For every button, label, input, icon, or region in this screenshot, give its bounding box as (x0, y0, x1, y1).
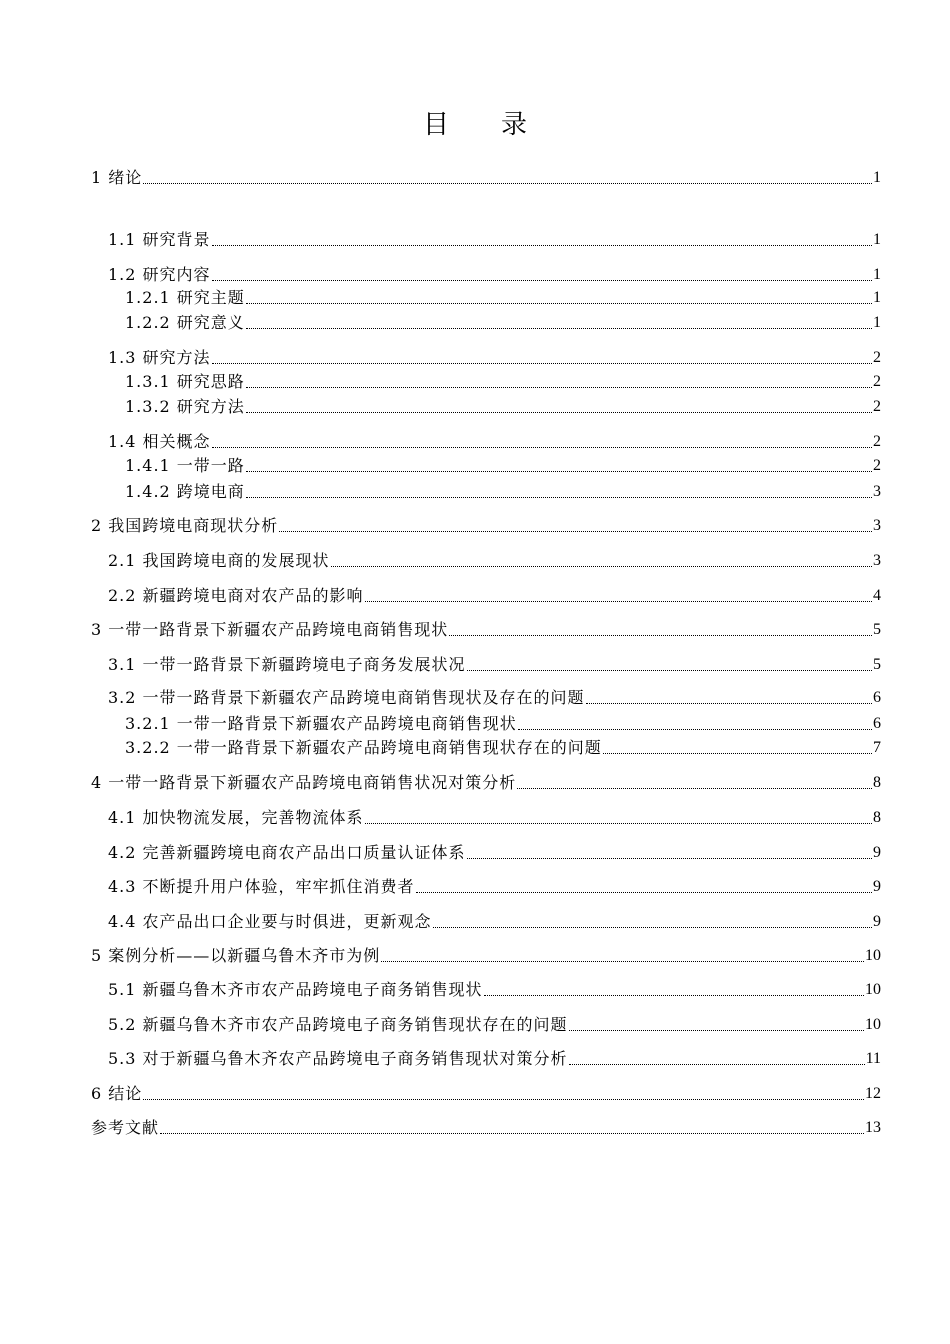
title-char-1: 目 (422, 110, 449, 140)
toc-entry-page: 2 (873, 398, 881, 415)
dot-leader (449, 634, 872, 636)
toc-entry-title: 1.3.2 研究方法 (125, 397, 245, 416)
dot-leader (246, 386, 872, 388)
toc-entry-title: 1.1 研究背景 (108, 230, 211, 249)
toc-entry-title: 4.3 不断提升用户体验，牢牢抓住消费者 (108, 877, 415, 896)
toc-entry-title: 1.2.2 研究意义 (125, 313, 245, 332)
toc-entry[interactable] (91, 738, 881, 758)
toc-entry-title: 3.1 一带一路背景下新疆跨境电子商务发展状况 (108, 655, 466, 674)
toc-entry-page: 2 (873, 349, 881, 366)
toc-entry-title: 2 我国跨境电商现状分析 (91, 516, 279, 535)
toc-entry-title: 1.2 研究内容 (108, 265, 211, 284)
toc-entry-page: 1 (873, 266, 881, 283)
toc-entry-title: 5.2 新疆乌鲁木齐市农产品跨境电子商务销售现状存在的问题 (108, 1015, 568, 1034)
toc-entry[interactable] (91, 586, 881, 606)
toc-entry[interactable] (91, 482, 881, 502)
title-char-2: 录 (501, 110, 528, 140)
toc-entry-title: 2.1 我国跨境电商的发展现状 (108, 551, 330, 570)
toc-entry-page: 11 (865, 1050, 881, 1067)
toc-entry[interactable] (91, 1015, 881, 1035)
toc-entry-title: 5.1 新疆乌鲁木齐市农产品跨境电子商务销售现状 (108, 980, 483, 999)
toc-entry[interactable] (91, 773, 881, 793)
dot-leader (484, 994, 864, 996)
toc-entry-page: 1 (873, 289, 881, 306)
toc-entry-title: 4.1 加快物流发展，完善物流体系 (108, 808, 364, 827)
toc-entry[interactable] (91, 397, 881, 417)
toc-entry-page: 13 (865, 1119, 881, 1136)
toc-entry-title: 1 绪论 (91, 168, 143, 187)
toc-entry-page: 2 (873, 457, 881, 474)
toc-entry[interactable] (91, 980, 881, 1000)
dot-leader (365, 822, 872, 824)
toc-entry[interactable] (91, 1118, 881, 1138)
toc-entry-title: 1.4.2 跨境电商 (125, 482, 245, 501)
toc-entry-page: 9 (873, 844, 881, 861)
toc-entry[interactable] (91, 372, 881, 392)
toc-entry-page: 9 (873, 913, 881, 930)
toc-entry-title: 2.2 新疆跨境电商对农产品的影响 (108, 586, 364, 605)
dot-leader (279, 530, 872, 532)
dot-leader (212, 279, 872, 281)
dot-leader (331, 565, 872, 567)
dot-leader (603, 752, 872, 754)
toc-entry-page: 9 (873, 878, 881, 895)
dot-leader (416, 891, 872, 893)
dot-leader (365, 600, 872, 602)
toc-entry-title: 1.2.1 研究主题 (125, 288, 245, 307)
toc-entry[interactable] (91, 1049, 881, 1069)
dot-leader (467, 857, 872, 859)
toc-entry[interactable] (91, 843, 881, 863)
toc-entry-title: 参考文献 (91, 1118, 160, 1137)
toc-entry-page: 5 (873, 656, 881, 673)
dot-leader (212, 244, 872, 246)
toc-entry[interactable] (91, 288, 881, 308)
toc-entry[interactable] (91, 432, 881, 452)
toc-entry-page: 2 (873, 373, 881, 390)
toc-entry[interactable] (91, 655, 881, 675)
toc-entry-title: 1.4.1 一带一路 (125, 456, 245, 475)
toc-entry-page: 3 (873, 552, 881, 569)
toc-entry-page: 8 (873, 774, 881, 791)
toc-entry-title: 4.4 农产品出口企业要与时俱进，更新观念 (108, 912, 432, 931)
toc-entry[interactable] (91, 808, 881, 828)
dot-leader (246, 411, 872, 413)
dot-leader (433, 926, 872, 928)
toc-entry-title: 4.2 完善新疆跨境电商农产品出口质量认证体系 (108, 843, 466, 862)
dot-leader (246, 496, 872, 498)
toc-entry-page: 8 (873, 809, 881, 826)
toc-entry-title: 1.4 相关概念 (108, 432, 211, 451)
toc-entry[interactable] (91, 348, 881, 368)
toc-entry-page: 10 (865, 981, 881, 998)
toc-entry-page: 1 (873, 314, 881, 331)
dot-leader (569, 1063, 865, 1065)
toc-entry[interactable] (91, 516, 881, 536)
toc-entry[interactable] (91, 620, 881, 640)
toc-entry-page: 10 (865, 947, 881, 964)
toc-entry[interactable] (91, 912, 881, 932)
dot-leader (246, 327, 872, 329)
toc-entry[interactable] (91, 168, 881, 188)
toc-entry-page: 3 (873, 483, 881, 500)
dot-leader (246, 470, 872, 472)
toc-entry-page: 1 (873, 231, 881, 248)
dot-leader (517, 787, 872, 789)
dot-leader (212, 362, 872, 364)
dot-leader (518, 728, 872, 730)
toc-entry[interactable] (91, 714, 881, 734)
toc-entry[interactable] (91, 551, 881, 571)
toc-entry-page: 5 (873, 621, 881, 638)
dot-leader (143, 1098, 864, 1100)
toc-entry-title: 5.3 对于新疆乌鲁木齐农产品跨境电子商务销售现状对策分析 (108, 1049, 568, 1068)
toc-entry-page: 10 (865, 1016, 881, 1033)
dot-leader (160, 1132, 864, 1134)
toc-entry[interactable] (91, 265, 881, 285)
dot-leader (246, 302, 872, 304)
toc-entry-title: 6 结论 (91, 1084, 143, 1103)
dot-leader (212, 446, 872, 448)
toc-entry-page: 12 (865, 1085, 881, 1102)
toc-entry[interactable] (91, 313, 881, 333)
toc-entry-title: 1.3 研究方法 (108, 348, 211, 367)
toc-entry-title: 1.3.1 研究思路 (125, 372, 245, 391)
dot-leader (569, 1029, 864, 1031)
toc-entry[interactable] (91, 688, 881, 708)
toc-entry[interactable] (91, 1084, 881, 1104)
toc-entry-page: 6 (873, 689, 881, 706)
toc-entry[interactable] (91, 456, 881, 476)
toc-entry-page: 3 (873, 517, 881, 534)
dot-leader (381, 960, 864, 962)
toc-entry[interactable] (91, 230, 881, 250)
toc-entry-title: 3.2.1 一带一路背景下新疆农产品跨境电商销售现状 (125, 714, 517, 733)
dot-leader (586, 702, 872, 704)
toc-entry-page: 6 (873, 715, 881, 732)
toc-entry-title: 5 案例分析——以新疆乌鲁木齐市为例 (91, 946, 381, 965)
toc-entry-page: 1 (873, 169, 881, 186)
toc-entry-title: 3.2 一带一路背景下新疆农产品跨境电商销售现状及存在的问题 (108, 688, 585, 707)
toc-entry[interactable] (91, 946, 881, 966)
toc-entry-page: 4 (873, 587, 881, 604)
toc-entry-page: 7 (873, 739, 881, 756)
toc-entry-title: 3 一带一路背景下新疆农产品跨境电商销售现状 (91, 620, 449, 639)
page-title (0, 104, 950, 141)
dot-leader (467, 669, 872, 671)
toc-entry[interactable] (91, 877, 881, 897)
toc-entry-page: 2 (873, 433, 881, 450)
toc-entry-title: 3.2.2 一带一路背景下新疆农产品跨境电商销售现状存在的问题 (125, 738, 602, 757)
toc-entry-title: 4 一带一路背景下新疆农产品跨境电商销售状况对策分析 (91, 773, 517, 792)
dot-leader (143, 182, 872, 184)
